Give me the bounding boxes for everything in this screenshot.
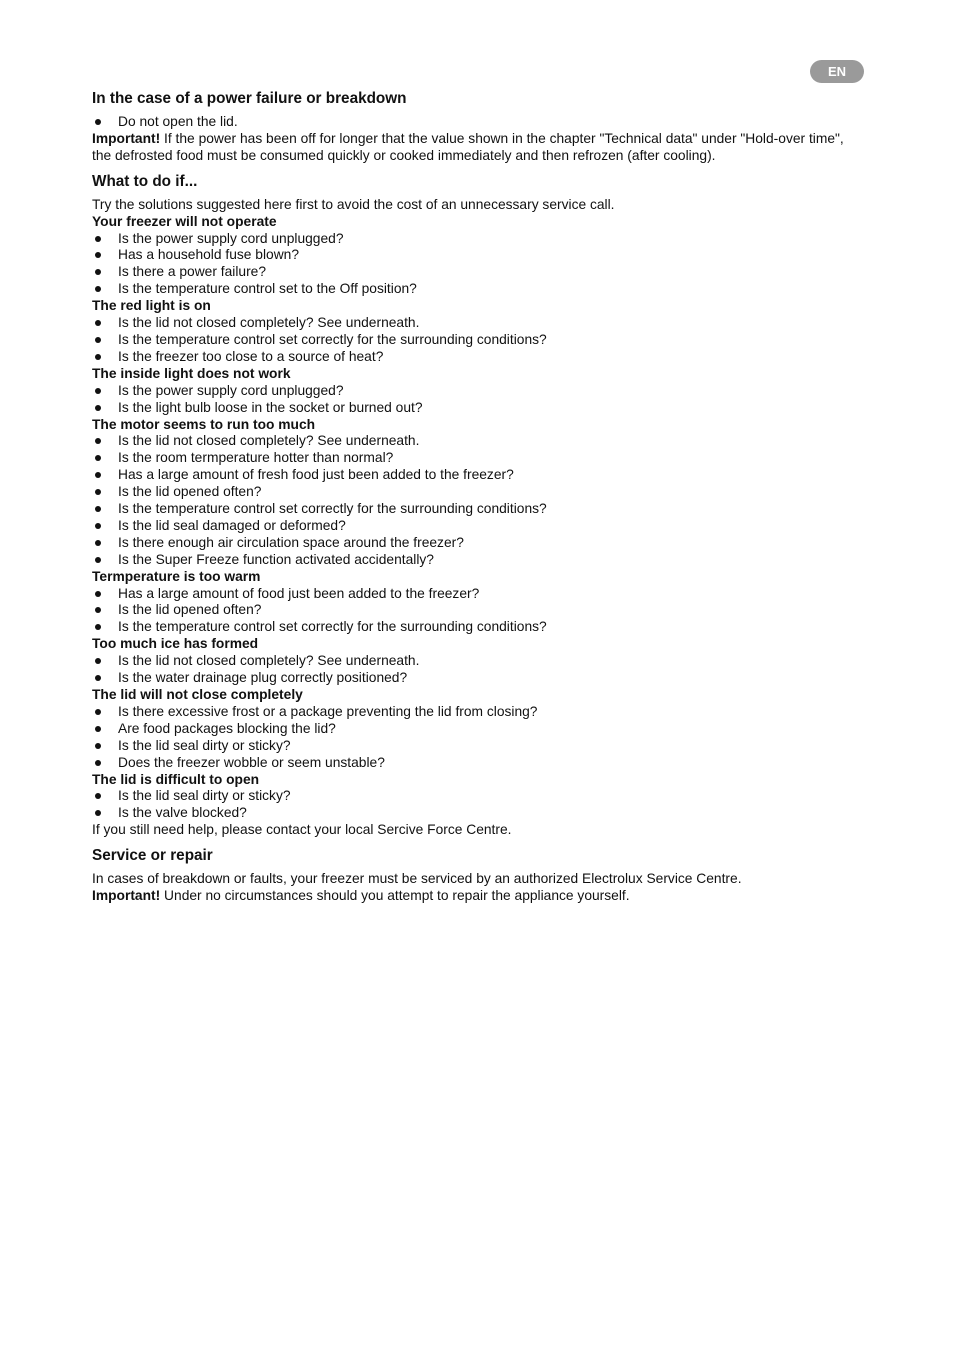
list-item: Has a household fuse blown? xyxy=(92,247,852,264)
power-failure-heading: In the case of a power failure or breakdown xyxy=(92,90,407,107)
list-item: Is the lid not closed completely? See underneath. xyxy=(92,653,852,670)
troubleshooting-group xyxy=(92,214,852,299)
what-to-do-intro: Try the solutions suggested here first to avoid the cost of an unnecessary service call. xyxy=(92,196,615,212)
document-body xyxy=(92,88,852,905)
group-title: The inside light does not work xyxy=(92,365,291,381)
group-title: The lid will not close completely xyxy=(92,687,303,702)
service-heading: Service or repair xyxy=(92,847,213,865)
list-item: Are food packages blocking the lid? xyxy=(92,721,852,738)
list-item: Is the temperature control set correctly for the surrounding conditions? xyxy=(92,501,852,518)
list-item: Is there enough air circulation space around the freezer? xyxy=(92,535,852,552)
group-list xyxy=(92,315,852,366)
list-item: Is the temperature control set correctly for the surrounding conditions? xyxy=(92,619,852,636)
list-item: Is the room termperature hotter than normal? xyxy=(92,450,852,467)
troubleshooting-group xyxy=(92,636,852,687)
group-title: The lid is difficult to open xyxy=(92,771,260,787)
list-item: Is the lid seal damaged or deformed? xyxy=(92,518,852,535)
important-text: If the power has been off for longer that the value shown in the chapter "Technical data" under "Hold-over time", the defrosted food must be consumed quickly or cooked immediately and then refrozen (after cooling). xyxy=(92,130,844,163)
list-item: Has a large amount of food just been added to the freezer? xyxy=(92,586,852,603)
troubleshooting-group xyxy=(92,366,852,417)
list-item: Is the lid seal dirty or sticky? xyxy=(92,788,852,805)
troubleshooting-groups xyxy=(92,214,852,823)
list-item: Is the valve blocked? xyxy=(92,805,852,822)
troubleshooting-group xyxy=(92,298,852,366)
troubleshooting-group xyxy=(92,417,852,569)
list-item: Is the lid not closed completely? See underneath. xyxy=(92,433,852,450)
group-list xyxy=(92,704,852,772)
troubleshooting-group xyxy=(92,569,852,637)
group-title: Your freezer will not operate xyxy=(92,213,277,229)
list-item: Is the lid not closed completely? See underneath. xyxy=(92,315,852,332)
list-item: Is the freezer too close to a source of heat? xyxy=(92,349,852,366)
list-item: Is the power supply cord unplugged? xyxy=(92,231,852,248)
language-badge: EN xyxy=(810,60,864,83)
group-list xyxy=(92,653,852,687)
group-list xyxy=(92,586,852,637)
list-item: Has a large amount of fresh food just been added to the freezer? xyxy=(92,467,852,484)
group-title: The red light is on xyxy=(92,298,211,314)
important-label: Important! xyxy=(92,888,161,904)
list-item: Is the Super Freeze function activated accidentally? xyxy=(92,552,852,569)
group-list xyxy=(92,788,852,822)
list-item: Is the temperature control set to the Off position? xyxy=(92,281,852,298)
list-item: Do not open the lid. xyxy=(92,114,852,131)
group-list xyxy=(92,433,852,568)
what-to-do-closing: If you still need help, please contact your local Sercive Force Centre. xyxy=(92,822,512,838)
list-item: Is the lid seal dirty or sticky? xyxy=(92,738,852,755)
list-item: Is the lid opened often? xyxy=(92,602,852,619)
service-section xyxy=(92,845,852,905)
troubleshooting-group xyxy=(92,772,852,823)
group-title: Too much ice has formed xyxy=(92,636,259,652)
power-failure-list xyxy=(92,114,852,131)
power-failure-important xyxy=(92,131,852,165)
list-item: Is the power supply cord unplugged? xyxy=(92,383,852,400)
list-item: Is the temperature control set correctly for the surrounding conditions? xyxy=(92,332,852,349)
service-important xyxy=(92,888,852,905)
group-list xyxy=(92,231,852,299)
group-list xyxy=(92,383,852,417)
list-item: Is there a power failure? xyxy=(92,264,852,281)
list-item: Does the freezer wobble or seem unstable? xyxy=(92,755,852,772)
what-to-do-section xyxy=(92,171,852,839)
important-text: Under no circumstances should you attempt to repair the appliance yourself. xyxy=(160,888,630,904)
group-title: The motor seems to run too much xyxy=(92,416,316,432)
list-item: Is there excessive frost or a package preventing the lid from closing? xyxy=(92,704,852,721)
list-item: Is the lid opened often? xyxy=(92,484,852,501)
what-to-do-heading: What to do if... xyxy=(92,172,198,190)
list-item: Is the light bulb loose in the socket or burned out? xyxy=(92,400,852,417)
important-label: Important! xyxy=(92,130,161,146)
service-text: In cases of breakdown or faults, your freezer must be serviced by an authorized Electrolux Service Centre. xyxy=(92,871,742,887)
group-title: Termperature is too warm xyxy=(92,568,261,584)
troubleshooting-group xyxy=(92,687,852,772)
power-failure-section xyxy=(92,88,852,165)
list-item: Is the water drainage plug correctly positioned? xyxy=(92,670,852,687)
